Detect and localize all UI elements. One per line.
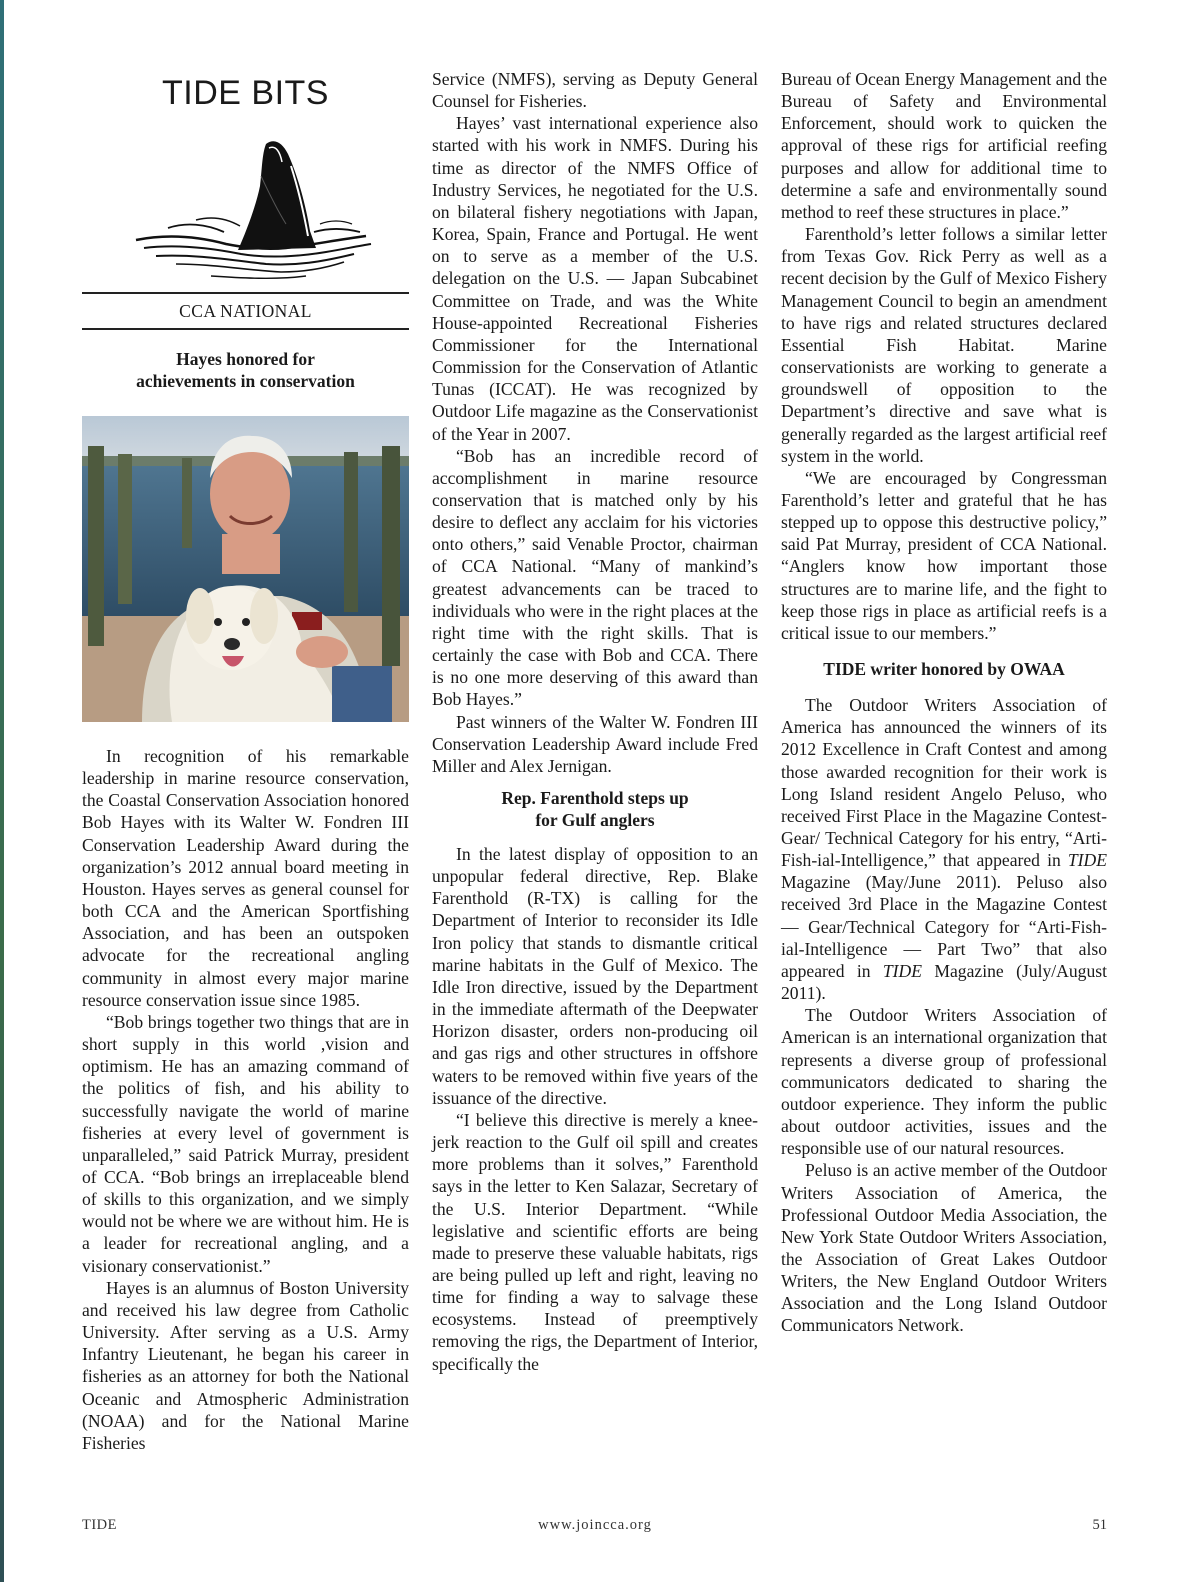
fish-breaching-logo-icon (116, 136, 376, 286)
headline-owaa: TIDE writer honored by OWAA (823, 659, 1065, 680)
paragraph: In the latest display of opposition to an unpopular federal directive, Rep. Blake Farenthold (R-TX) is calling for the Department of Interior to reconsider its Idle Iron policy that stands to dismantle critical marine habitats in the Gulf of Mexico. The Idle Iron directive, issued by the Department in the immediate aftermath of the Deepwater Horizon disaster, orders non-producing oil and gas rigs and other structures in offshore waters to be removed within five years of the issuance of the directive. (432, 844, 758, 1108)
paragraph: Past winners of the Walter W. Fondren III Conservation Leadership Award include Fred Miller and Alex Jernigan. (432, 711, 758, 776)
text-run: Magazine (May/June 2011). Peluso also received 3rd Place in the Magazine Contest — Gear/Technical Category for “Arti-Fish-ial-Intelligence — Part Two” that also appeared in (781, 872, 1107, 981)
divider-bottom (82, 328, 409, 330)
page-number: 51 (1092, 1517, 1107, 1533)
column-1 (82, 68, 409, 1454)
section-title: TIDE BITS (162, 74, 329, 112)
paragraph (781, 694, 1107, 1004)
photo-man-with-dog (82, 416, 409, 722)
text-run: Magazine (July/August 2011). (781, 960, 1107, 1004)
article-farenthold-continued (781, 68, 1107, 644)
headline-hayes-line2: achievements in conservation (136, 371, 355, 391)
paragraph: Hayes’ vast international experience also started with his work in NMFS. During his time as director of the NMFS Office of Industry Services, he negotiated for the U.S. on bilateral fishery negotiations with Japan, Korea, Spain, France and Portugal. He went on to serve as a member of the U.S. delegation on the U.S. — Japan Subcabinet Committee on Trade, and was the White House-appointed Recreational Fisheries Commissioner for the International Commission for the Conservation of Atlantic Tunas (ICCAT). He was recognized by Outdoor Life magazine as the Conservationist of the Year in 2007. (432, 113, 758, 444)
paragraph: Hayes is an alumnus of Boston University and received his law degree from Catholic University. After serving as a U.S. Army Infantry Lieutenant, he began his career in fisheries as an attorney for both the National Oceanic and Atmospheric Administration (NOAA) and for the National Marine Fisheries (82, 1277, 409, 1453)
paragraph: “We are encouraged by Congressman Farenthold’s letter and grateful that he has stepped up to oppose this destructive policy,” said Pat Murray, president of CCA National. “Anglers know how important those structures are to marine life, and the fight to keep those rigs in place as artificial reefs is a critical issue to our members.” (781, 467, 1107, 643)
paragraph: Bureau of Ocean Energy Management and the Bureau of Safety and Environmental Enforcement, should work to quicken the approval of these rigs for artificial reefing purposes and allow for additional time to determine a safe and environmentally sound method to reef these structures in place.” (781, 69, 1108, 222)
text-run: The Outdoor Writers Association of America has announced the winners of its 2012 Excellence in Craft Contest and among those awarded recognition for their work is Long Island resident Angelo Peluso, who received First Place in the Magazine Contest-Gear/ Technical Category for his entry, “Arti-Fish-ial-Intelligence,” that appeared in (781, 695, 1107, 871)
article-hayes-continued (432, 68, 758, 777)
paragraph: The Outdoor Writers Association of American is an international organization that represents a diverse group of professional communicators dedicated to sharing the outdoor experience. They inform the public about outdoor activities, issues and the responsible use of our natural resources. (781, 1005, 1107, 1159)
paragraph: “Bob has an incredible record of accomplishment in marine resource conservation that is matched only by his desire to deflect any acclaim for his victories onto others,” said Venable Proctor, chairman of CCA National. “Many of mankind’s greatest advancements can be traced to individuals who were in the right places at the right time with the right skills. That is certainly the case with Bob and CCA. There is no one more deserving of this award than Bob Hayes.” (432, 445, 758, 710)
paragraph: Service (NMFS), serving as Deputy General Counsel for Fisheries. (432, 69, 758, 112)
section-label: CCA NATIONAL (179, 301, 312, 321)
paragraph: Peluso is an active member of the Outdoor Writers Association of America, the Professional Outdoor Media Association, the New York State Outdoor Writers Association, the Association of Great Lakes Outdoor Writers, the New England Outdoor Writers Association and the Long Island Outdoor Communicators Network. (781, 1160, 1107, 1336)
article-hayes-body (82, 745, 409, 1454)
article-owaa-body (781, 694, 1107, 1337)
column-3 (781, 68, 1107, 1337)
paragraph: “Bob brings together two things that are in short supply in this world ,vision and optimism. He has an amazing command of the politics of fish, and his ability to successfully navigate the world of marine fisheries at every level of government is unparalleled,” said Patrick Murray, president of CCA. “Bob brings an irreplaceable blend of skills to this organization, and we simply would not be where we are without him. He is a leader for recreational angling, and a visionary conservationist.” (82, 1011, 409, 1276)
headline-hayes-line1: Hayes honored for (176, 349, 315, 369)
magazine-name: TIDE (882, 960, 922, 981)
article-farenthold-body (432, 843, 758, 1375)
paragraph: “I believe this directive is merely a knee-jerk reaction to the Gulf oil spill and creates more problems than it solves,” Farenthold says in the letter to Ken Salazar, Secretary of the U.S. Interior Department. “While legislative and scientific efforts are being made to preserve these valuable habitats, rigs are being pulled up left and right, leaving no time for finding a way to salvage these ecosystems. Instead of preemptively removing the rigs, the Department of Interior, specifically the (432, 1109, 758, 1374)
paragraph: Farenthold’s letter follows a similar letter from Texas Gov. Rick Perry as well as a recent decision by the Gulf of Mexico Fishery Management Council to begin an amendment to have rigs and related structures declared Essential Fish Habitat. Marine conservationists are working to generate a groundswell of opposition to the Department’s directive and save what is generally regarded as the largest artificial reef system in the world. (781, 224, 1107, 466)
footer-website: www.joincca.org (538, 1517, 652, 1533)
headline-farenthold-line1: Rep. Farenthold steps up (501, 788, 689, 808)
paragraph: In recognition of his remarkable leadership in marine resource conservation, the Coastal Conservation Association honored Bob Hayes with its Walter W. Fondren III Conservation Leadership Award during the organization’s 2012 annual board meeting in Houston. Hayes serves as general counsel for both CCA and the American Sportfishing Association, and has been an outspoken advocate for the recreational angling community in almost every major marine resource conservation issue since 1985. (82, 746, 409, 1010)
headline-farenthold-line2: for Gulf anglers (535, 810, 655, 830)
page-edge-strip (0, 0, 4, 1582)
magazine-name: TIDE (1067, 850, 1107, 871)
footer-publication: TIDE (82, 1517, 118, 1533)
column-2 (432, 68, 758, 1375)
